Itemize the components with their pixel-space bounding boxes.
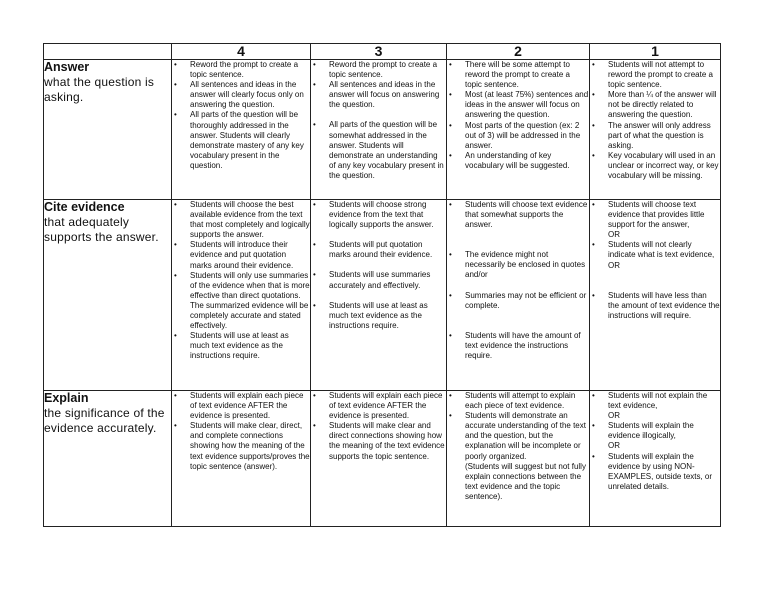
descriptor-item: • Students will explain the evidence by using NON-EXAMPLES, outside texts, or unrelated details. xyxy=(590,452,720,492)
criterion-description: the significance of the evidence accurately. xyxy=(44,406,165,435)
descriptor-item: • Key vocabulary will used in an unclear or incorrect way, or key vocabulary will be missing. xyxy=(590,151,720,181)
descriptor-item: • Students will choose the best available evidence from the text that most completely and logically supports the answer. xyxy=(172,200,310,240)
descriptor-item: • Students will put quotation marks around their evidence. xyxy=(311,240,446,260)
header-criteria xyxy=(44,44,172,60)
score-3-cell xyxy=(311,200,447,391)
descriptor-item: • Students will use at least as much text evidence as the instructions require. xyxy=(172,331,310,361)
criterion-title: Cite evidence xyxy=(44,200,125,214)
criterion-description: that adequately supports the answer. xyxy=(44,215,159,244)
score-2-cell xyxy=(447,60,590,200)
descriptor-item: • The evidence might not necessarily be enclosed in quotes and/or xyxy=(447,250,589,280)
descriptor-item: • Students will explain each piece of text evidence AFTER the evidence is presented. xyxy=(311,391,446,421)
descriptor-item: • Students will choose text evidence that somewhat supports the answer. xyxy=(447,200,589,230)
descriptor-item: • Students will have the amount of text evidence the instructions require. xyxy=(447,331,589,361)
score-2-cell xyxy=(447,200,590,391)
score-1-cell xyxy=(590,391,721,527)
descriptor-item: • Students will demonstrate an accurate understanding of the text and the question, but the explanation will be incomplete or poorly organized. xyxy=(447,411,589,461)
descriptor-connector: OR xyxy=(608,411,620,421)
header-score-3: 3 xyxy=(311,44,447,60)
descriptor-connector: (Students will suggest but not fully explain connections between the text evidence and the topic sentence). xyxy=(465,461,586,501)
descriptor-item: • Most parts of the question (ex: 2 out of 3) will be addressed in the answer. xyxy=(447,121,589,151)
rubric-row-cite-evidence xyxy=(44,200,721,391)
descriptor-list xyxy=(447,200,589,361)
descriptor-item: • Students will make clear, direct, and complete connections showing how the meaning of the text evidence supports/proves the topic sentence (answer). xyxy=(172,421,310,471)
descriptor-item: • All parts of the question will be thoroughly addressed in the answer. Students will clearly demonstrate mastery of any key vocabulary present in the question. xyxy=(172,110,310,171)
criterion-cell xyxy=(44,60,172,200)
descriptor-item: • Students will introduce their evidence and put quotation marks around their evidence. xyxy=(172,240,310,270)
descriptor-item: • Students will attempt to explain each piece of text evidence. xyxy=(447,391,589,411)
descriptor-item: • All parts of the question will be somewhat addressed in the answer. Students will demonstrate an understanding of any key vocabulary present in the question. xyxy=(311,120,446,181)
criterion-cell xyxy=(44,200,172,391)
header-row xyxy=(44,44,721,60)
criterion-description: what the question is asking. xyxy=(44,75,155,104)
descriptor-list xyxy=(590,60,720,181)
descriptor-item: • Students will explain each piece of text evidence AFTER the evidence is presented. xyxy=(172,391,310,421)
descriptor-item: • Students will explain the evidence illogically, xyxy=(590,421,720,441)
descriptor-connector: OR xyxy=(608,230,620,240)
criterion-cell xyxy=(44,391,172,527)
descriptor-item: • More than ¼ of the answer will not be directly related to answering the question. xyxy=(590,90,720,120)
score-3-cell xyxy=(311,60,447,200)
descriptor-item: • Summaries may not be efficient or complete. xyxy=(447,291,589,311)
descriptor-list xyxy=(172,60,310,171)
descriptor-item: • Students will make clear and direct connections showing how the meaning of the text evidence supports the topic sentence. xyxy=(311,421,446,461)
descriptor-item: • Students will use at least as much text evidence as the instructions require. xyxy=(311,301,446,331)
score-4-cell xyxy=(172,391,311,527)
score-2-cell xyxy=(447,391,590,527)
rubric-row-explain xyxy=(44,391,721,527)
descriptor-item: • The answer will only address part of what the question is asking. xyxy=(590,121,720,151)
descriptor-item: • An understanding of key vocabulary will be suggested. xyxy=(447,151,589,171)
descriptor-item: • Students will not attempt to reword the prompt to create a topic sentence. xyxy=(590,60,720,90)
descriptor-item: • Students will not explain the text evidence, xyxy=(590,391,720,411)
score-4-cell xyxy=(172,200,311,391)
descriptor-item: • Students will choose strong evidence from the text that logically supports the answer. xyxy=(311,200,446,230)
rubric-table xyxy=(43,43,721,527)
descriptor-item: • Students will use summaries accurately and effectively. xyxy=(311,270,446,290)
descriptor-list xyxy=(590,200,720,321)
descriptor-list xyxy=(172,391,310,472)
descriptor-item: • There will be some attempt to reword the prompt to create a topic sentence. xyxy=(447,60,589,90)
score-4-cell xyxy=(172,60,311,200)
descriptor-item: • Reword the prompt to create a topic sentence. xyxy=(172,60,310,80)
descriptor-list xyxy=(311,391,446,462)
descriptor-connector: OR xyxy=(608,441,620,451)
criterion-title: Answer xyxy=(44,60,90,74)
score-1-cell xyxy=(590,60,721,200)
descriptor-item: • Reword the prompt to create a topic sentence. xyxy=(311,60,446,80)
header-score-1: 1 xyxy=(590,44,721,60)
descriptor-list xyxy=(172,200,310,362)
descriptor-item: • All sentences and ideas in the answer will focus on answering the question. xyxy=(311,80,446,110)
descriptor-item: • Students will have less than the amount of text evidence the instructions will require. xyxy=(590,291,720,321)
descriptor-list xyxy=(447,60,589,171)
header-score-4: 4 xyxy=(172,44,311,60)
descriptor-list xyxy=(311,60,446,181)
descriptor-item: • Students will not clearly indicate what is text evidence, xyxy=(590,240,720,260)
score-1-cell xyxy=(590,200,721,391)
rubric-row-answer xyxy=(44,60,721,200)
descriptor-item: • Students will only use summaries of the evidence when that is more effective than direct quotations. The summarized evidence will be completely accurate and stated effectively. xyxy=(172,271,310,332)
descriptor-connector: OR xyxy=(608,260,620,270)
criterion-title: Explain xyxy=(44,391,89,405)
descriptor-list xyxy=(311,200,446,331)
score-3-cell xyxy=(311,391,447,527)
descriptor-list xyxy=(447,391,589,502)
descriptor-item: • All sentences and ideas in the answer will clearly focus only on answering the question. xyxy=(172,80,310,110)
descriptor-list xyxy=(590,391,720,492)
descriptor-item: • Most (at least 75%) sentences and ideas in the answer will focus on answering the question. xyxy=(447,90,589,120)
descriptor-item: • Students will choose text evidence that provides little support for the answer, xyxy=(590,200,720,230)
header-score-2: 2 xyxy=(447,44,590,60)
